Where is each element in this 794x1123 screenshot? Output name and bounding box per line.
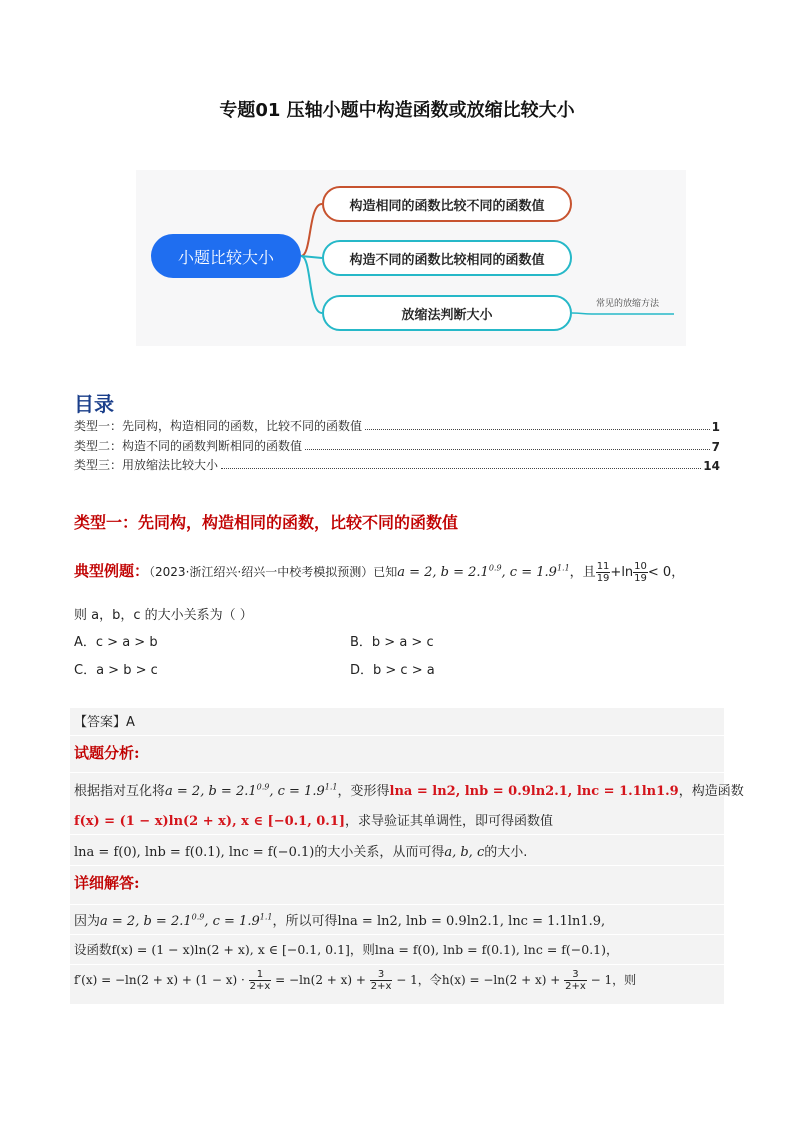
mindmap — [136, 170, 686, 346]
example-label: 典型例题 — [74, 562, 135, 580]
document-title: 专题01 压轴小题中构造函数或放缩比较大小 — [219, 100, 575, 121]
analysis-line-3: lna = f(0), lnb = f(0.1), lnc = f(−0.1)的大小关系，从而可得a, b, c的大小. — [74, 845, 528, 860]
exp-b: 0.9 — [488, 563, 502, 573]
toc-leader — [365, 429, 710, 430]
detail-line-1: 因为a = 2, $b = 2.1^{0.9}$, $c = 1.9^{1.1}$，所以可得lna = ln2, lnb = 0.9ln2.1, lnc = 1.1ln1.9, — [74, 912, 606, 929]
example-source: （2023·浙江绍兴·绍兴一中校考模拟预测）已知 — [149, 565, 398, 579]
row-divider — [70, 904, 724, 905]
given-c: , c = 1.9 — [501, 565, 557, 580]
row-divider — [70, 934, 724, 935]
option-a[interactable]: A．c > a > b — [74, 635, 158, 650]
mindmap-note: 常见的放缩方法 — [596, 299, 660, 309]
detail-line-2: 设函数f(x) = (1 − x)ln(2 + x), x ∈ [−0.1, 0.1]，则lna = f(0), lnb = f(0.1), lnc = f(−0.1)， — [74, 942, 619, 957]
toc-item-label: 类型三：用放缩法比较大小 — [74, 458, 219, 472]
fraction-10-19: $\frac{10}{19}$ — [634, 561, 647, 584]
row-divider — [70, 772, 724, 773]
answer-line: 【答案】A — [74, 715, 135, 730]
row-divider — [70, 834, 724, 835]
option-c[interactable]: C．a > b > c — [74, 663, 158, 678]
example-stem — [74, 560, 684, 584]
example-label-colon: ： — [134, 562, 150, 580]
question-text: 则 a，b，c 的大小关系为（ ） — [74, 608, 253, 623]
row-divider — [70, 865, 724, 866]
mindmap-branch-3: 放缩法判断大小 — [322, 295, 572, 331]
detail-line-3: f′(x) = −ln(2 + x) + (1 − x) · $\frac{1}{2+x}$ = −ln(2 + x) + $\frac{3}{2+x}$ − 1，令h(x) = −ln(2 + x) + $\frac{3}{2+x}$ − 1，则 — [74, 969, 637, 992]
toc-item[interactable] — [74, 455, 720, 473]
cond-prefix: ，且 — [569, 565, 596, 580]
mindmap-root: 小题比较大小 — [151, 234, 301, 278]
toc-item-label: 类型二：构造不同的函数判断相同的函数值 — [74, 439, 303, 453]
detail-label: 详细解答: — [74, 874, 140, 892]
section-heading: 类型一：先同构，构造相同的函数，比较不同的函数值 — [74, 513, 459, 532]
toc-item[interactable] — [74, 436, 720, 454]
given-a-b: a = 2, b = 2.1 — [397, 565, 489, 580]
toc-item-page: 7 — [711, 440, 720, 454]
mindmap-branch-1: 构造相同的函数比较不同的函数值 — [322, 186, 572, 222]
toc-item[interactable] — [74, 416, 720, 434]
fraction: $\frac{3}{2+x}$ — [565, 969, 586, 992]
fraction: $\frac{1}{2+x}$ — [249, 969, 271, 992]
plus-ln: +ln — [610, 565, 634, 580]
row-divider — [70, 735, 724, 736]
toc-heading: 目录 — [74, 392, 114, 416]
option-b[interactable]: B．b > a > c — [350, 635, 434, 650]
option-d[interactable]: D．b > c > a — [350, 663, 435, 678]
toc-item-page: 1 — [711, 420, 720, 434]
exp-c: 1.1 — [556, 563, 570, 573]
cond-suffix: < 0， — [647, 565, 685, 580]
row-divider — [70, 964, 724, 965]
fraction: $\frac{3}{2+x}$ — [370, 969, 392, 992]
analysis-line-1: 根据指对互化将a = 2, $b = 2.1^{0.9}$, $c = 1.9^{1.1}$，变形得lna = ln2, lnb = 0.9ln2.1, lnc = 1.1ln1.9，构造函数 — [74, 782, 744, 799]
fraction-11-19: $\frac{11}{19}$ — [596, 561, 610, 584]
analysis-line-2: f(x) = (1 − x)ln(2 + x), x ∈ [−0.1, 0.1]，求导验证其单调性，即可得函数值 — [74, 814, 554, 829]
toc-item-page: 14 — [703, 459, 720, 473]
analysis-label: 试题分析: — [74, 744, 140, 762]
toc-leader — [305, 449, 710, 450]
toc-leader — [221, 468, 701, 469]
mindmap-branch-2: 构造不同的函数比较相同的函数值 — [322, 240, 572, 276]
toc-item-label: 类型一：先同构，构造相同的函数，比较不同的函数值 — [74, 419, 363, 433]
